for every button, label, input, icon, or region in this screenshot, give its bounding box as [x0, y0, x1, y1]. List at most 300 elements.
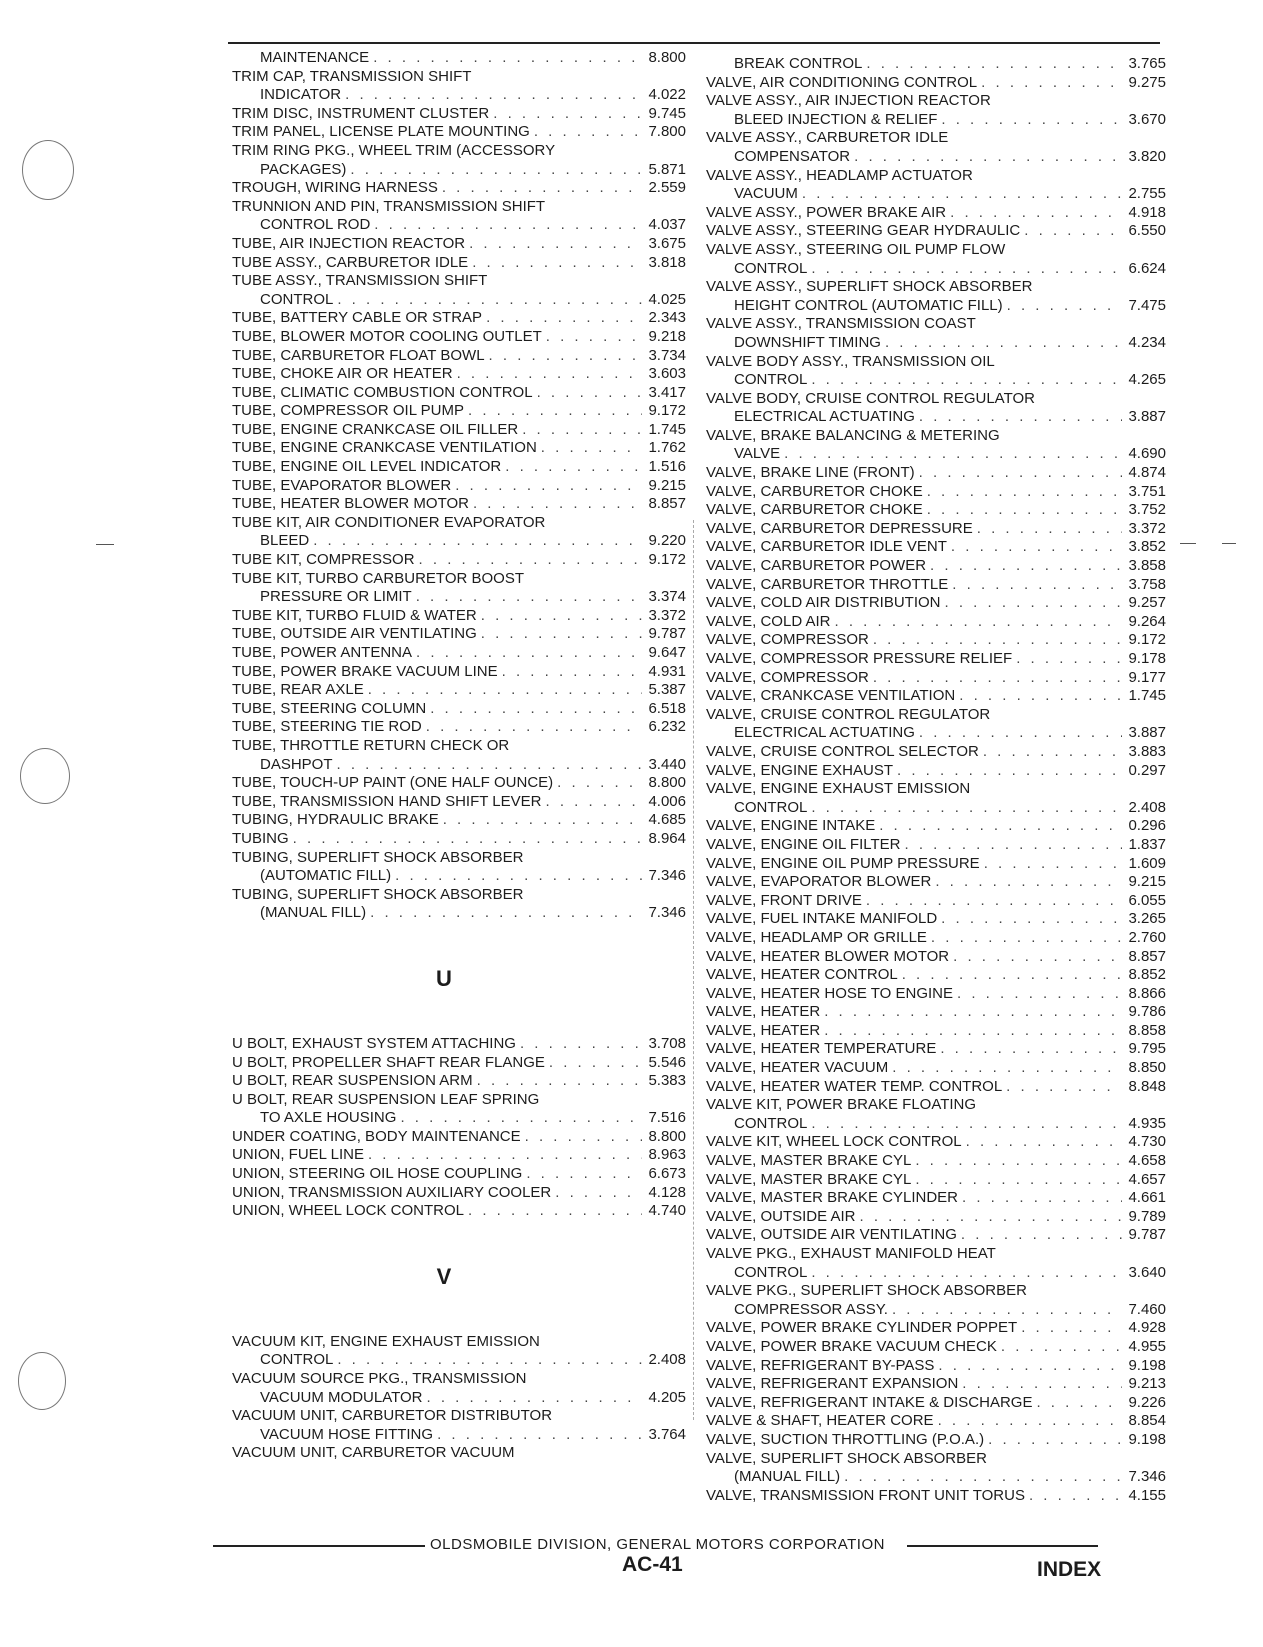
entry-page-ref: 9.795	[1128, 1040, 1166, 1058]
index-entry	[706, 724, 1166, 743]
index-entry-heading: VALVE, SUPERLIFT SHOCK ABSORBER	[706, 1449, 987, 1467]
index-entry	[706, 1264, 1166, 1283]
entry-title: VALVE, CARBURETOR THROTTLE	[706, 575, 949, 593]
entry-title: VALVE, SUCTION THROTTLING (P.O.A.)	[706, 1430, 985, 1448]
entry-title: VALVE, EVAPORATOR BLOWER	[706, 873, 932, 891]
index-entry	[232, 123, 686, 142]
dot-leader	[350, 161, 642, 180]
scan-mark	[1222, 543, 1236, 544]
entry-title: VALVE, COMPRESSOR PRESSURE RELIEF	[706, 650, 1013, 667]
dot-leader	[919, 408, 1123, 427]
entry-title: VALVE, HEATER HOSE TO ENGINE	[706, 984, 954, 1002]
entry-page-ref: 6.055	[1128, 891, 1166, 909]
index-entry-heading: VALVE, CRUISE CONTROL REGULATOR	[706, 705, 991, 723]
entry-page-ref: 4.022	[648, 86, 686, 104]
entry-page-ref: 9.215	[648, 476, 686, 494]
entry-page-ref: 0.296	[1128, 817, 1166, 835]
page-number: AC-41	[622, 1553, 683, 1576]
index-entry	[706, 1189, 1166, 1208]
index-entry	[232, 830, 686, 849]
entry-page-ref: 1.609	[1128, 854, 1166, 872]
entry-page-ref: 3.752	[1128, 501, 1166, 519]
dot-leader	[931, 929, 1123, 948]
entry-page-ref: 7.800	[648, 123, 686, 141]
entry-page-ref: 7.460	[1128, 1300, 1166, 1318]
entry-page-ref: 9.257	[1128, 594, 1166, 612]
index-entry-heading: VACUUM KIT, ENGINE EXHAUST EMISSION	[232, 1332, 540, 1350]
index-entry	[706, 1468, 1166, 1487]
entry-title: (MANUAL FILL)	[260, 904, 367, 922]
index-entry	[706, 557, 1166, 576]
entry-title: CONTROL	[260, 290, 334, 308]
index-entry	[232, 904, 686, 923]
dot-leader	[983, 743, 1123, 762]
dot-leader	[337, 1351, 642, 1370]
index-entry-heading: U BOLT, REAR SUSPENSION LEAF SPRING	[232, 1090, 540, 1108]
entry-page-ref: 4.661	[1128, 1189, 1166, 1207]
entry-page-ref: 8.964	[648, 829, 686, 847]
entry-title: VALVE, COMPRESSOR	[706, 668, 869, 686]
entry-page-ref: 6.518	[648, 699, 686, 717]
index-entry	[706, 799, 1166, 818]
binder-hole-middle	[20, 748, 70, 804]
entry-title: TUBE, TOUCH-UP PAINT (ONE HALF OUNCE)	[232, 774, 554, 792]
dot-leader	[905, 836, 1123, 855]
entry-page-ref: 1.745	[1128, 687, 1166, 705]
dot-leader	[457, 365, 643, 384]
entry-page-ref: 2.408	[648, 1351, 686, 1369]
entry-page-ref: 8.800	[648, 774, 686, 792]
entry-title: TUBE, CLIMATIC COMBUSTION CONTROL	[232, 383, 533, 401]
index-entry	[706, 687, 1166, 706]
entry-title: VALVE, REFRIGERANT BY-PASS	[706, 1356, 935, 1374]
dot-leader	[481, 607, 643, 626]
index-entry	[232, 365, 686, 384]
dot-leader	[927, 501, 1123, 520]
index-entry	[706, 1487, 1166, 1506]
dot-leader	[337, 756, 643, 775]
dot-leader	[935, 873, 1122, 892]
dot-leader	[368, 681, 643, 700]
entry-page-ref: 9.220	[648, 532, 686, 550]
entry-title: VALVE, HEATER BLOWER MOTOR	[706, 947, 950, 965]
index-entry	[232, 347, 686, 366]
dot-leader	[502, 663, 643, 682]
entry-title: VALVE, HEATER	[706, 1003, 821, 1021]
entry-page-ref: 1.837	[1128, 835, 1166, 853]
index-entry-heading: TUBE ASSY., TRANSMISSION SHIFT	[232, 272, 488, 290]
entry-title: TUBE, POWER BRAKE VACUUM LINE	[232, 662, 498, 680]
dot-leader	[945, 594, 1123, 613]
entry-page-ref: 3.820	[1128, 147, 1166, 165]
dot-leader	[835, 613, 1123, 632]
index-entry	[706, 260, 1166, 279]
dot-leader	[419, 551, 643, 570]
entry-title: TUBE, REAR AXLE	[232, 681, 364, 699]
dot-leader	[811, 1264, 1122, 1283]
index-entry-heading: VALVE ASSY., SUPERLIFT SHOCK ABSORBER	[706, 278, 1033, 296]
entry-page-ref: 3.887	[1128, 724, 1166, 742]
dot-leader	[437, 1426, 642, 1445]
entry-title: U BOLT, EXHAUST SYSTEM ATTACHING	[232, 1034, 516, 1052]
dot-leader	[977, 520, 1123, 539]
dot-leader	[373, 49, 642, 68]
dot-leader	[426, 718, 643, 737]
dot-leader	[481, 625, 643, 644]
index-entry	[706, 1059, 1166, 1078]
index-entry-heading: VALVE ASSY., TRANSMISSION COAST	[706, 315, 976, 333]
dot-leader	[897, 762, 1122, 781]
dot-leader	[951, 538, 1123, 557]
entry-title: VALVE, MASTER BRAKE CYL	[706, 1170, 912, 1188]
index-entry	[232, 644, 686, 663]
index-entry	[232, 309, 686, 328]
index-entry	[706, 929, 1166, 948]
footer-rule-right	[907, 1545, 1098, 1547]
index-entry	[706, 762, 1166, 781]
entry-page-ref: 8.963	[648, 1146, 686, 1164]
entry-title: TUBING, HYDRAULIC BRAKE	[232, 811, 439, 829]
index-entry	[232, 1109, 686, 1128]
dot-leader	[854, 148, 1122, 167]
dot-leader	[938, 1357, 1122, 1376]
dot-leader	[555, 1184, 642, 1203]
index-entry	[232, 439, 686, 458]
index-entry	[232, 774, 686, 793]
entry-page-ref: 3.883	[1128, 742, 1166, 760]
entry-title: (MANUAL FILL)	[734, 1468, 841, 1486]
dot-leader	[473, 495, 642, 514]
entry-title: TUBE, TRANSMISSION HAND SHIFT LEVER	[232, 792, 542, 810]
dot-leader	[443, 811, 643, 830]
entry-title: U BOLT, PROPELLER SHAFT REAR FLANGE	[232, 1053, 545, 1071]
dot-leader	[489, 347, 643, 366]
entry-title: VALVE, ENGINE INTAKE	[706, 817, 876, 835]
index-entry	[232, 1146, 686, 1165]
index-entry	[232, 216, 686, 235]
index-entry-heading: TRIM CAP, TRANSMISSION SHIFT	[232, 67, 472, 85]
index-entry	[232, 1426, 686, 1445]
dot-leader	[930, 557, 1122, 576]
dot-leader	[537, 384, 643, 403]
index-entry	[232, 718, 686, 737]
entry-page-ref: 3.764	[648, 1425, 686, 1443]
index-entry	[706, 1431, 1166, 1450]
index-entry	[706, 222, 1166, 241]
entry-title: ELECTRICAL ACTUATING	[734, 408, 915, 426]
dot-leader	[505, 458, 642, 477]
entry-page-ref: 5.387	[648, 681, 686, 699]
entry-page-ref: 5.383	[648, 1072, 686, 1090]
index-entry-heading: TUBE KIT, AIR CONDITIONER EVAPORATOR	[232, 513, 546, 531]
entry-page-ref: 4.690	[1128, 445, 1166, 463]
entry-page-ref: 3.603	[648, 365, 686, 383]
index-entry	[706, 1133, 1166, 1152]
index-entry	[706, 892, 1166, 911]
entry-page-ref: 4.657	[1128, 1170, 1166, 1188]
index-entry	[232, 235, 686, 254]
entry-title: CONTROL ROD	[260, 216, 371, 234]
index-entry	[232, 384, 686, 403]
section-letter: U	[436, 965, 452, 991]
dot-leader	[337, 291, 642, 310]
index-entry-heading: VACUUM UNIT, CARBURETOR VACUUM	[232, 1444, 515, 1462]
dot-leader	[313, 532, 642, 551]
entry-title: VACUUM MODULATOR	[260, 1388, 423, 1406]
entry-page-ref: 6.673	[648, 1165, 686, 1183]
dot-leader	[534, 123, 643, 142]
entry-page-ref: 4.658	[1128, 1152, 1166, 1170]
index-entry	[232, 1072, 686, 1091]
dot-leader	[873, 631, 1123, 650]
index-entry	[232, 328, 686, 347]
dot-leader	[961, 1226, 1123, 1245]
entry-page-ref: 3.852	[1128, 538, 1166, 556]
entry-title: VALVE, HEATER WATER TEMP. CONTROL	[706, 1077, 1003, 1095]
index-entry	[232, 458, 686, 477]
entry-page-ref: 3.640	[1128, 1263, 1166, 1281]
dot-leader	[1016, 650, 1122, 669]
index-entry	[706, 594, 1166, 613]
entry-title: VALVE, ENGINE OIL PUMP PRESSURE	[706, 854, 980, 872]
dot-leader	[784, 445, 1122, 464]
dot-leader	[468, 1202, 642, 1221]
entry-page-ref: 9.213	[1128, 1375, 1166, 1393]
entry-page-ref: 9.647	[648, 644, 686, 661]
index-entry	[706, 148, 1166, 167]
entry-title: TO AXLE HOUSING	[260, 1109, 397, 1127]
entry-page-ref: 3.374	[648, 588, 686, 606]
index-entry	[232, 1202, 686, 1221]
entry-title: TUBE, CHOKE AIR OR HEATER	[232, 365, 453, 383]
entry-title: CONTROL	[734, 371, 808, 389]
index-entry	[706, 576, 1166, 595]
entry-page-ref: 8.857	[1128, 947, 1166, 965]
entry-page-ref: 9.275	[1128, 73, 1166, 91]
index-entry	[706, 1040, 1166, 1059]
index-entry	[232, 161, 686, 180]
dot-leader	[892, 1059, 1122, 1078]
entry-title: HEIGHT CONTROL (AUTOMATIC FILL)	[734, 296, 1003, 314]
index-entry	[232, 86, 686, 105]
entry-page-ref: 8.866	[1128, 984, 1166, 1002]
index-entry	[706, 966, 1166, 985]
dot-leader	[486, 309, 642, 328]
entry-page-ref: 8.854	[1128, 1412, 1166, 1430]
entry-title: TUBE, AIR INJECTION REACTOR	[232, 234, 466, 252]
entry-page-ref: 5.546	[648, 1053, 686, 1071]
entry-title: TUBE, OUTSIDE AIR VENTILATING	[232, 625, 477, 643]
index-entry	[706, 55, 1166, 74]
dot-leader	[811, 260, 1122, 279]
entry-title: BLEED INJECTION & RELIEF	[734, 110, 938, 128]
entry-page-ref: 4.874	[1128, 464, 1166, 482]
index-entry	[706, 538, 1166, 557]
entry-title: PRESSURE OR LIMIT	[260, 588, 412, 606]
index-entry	[706, 817, 1166, 836]
entry-title: TUBING	[232, 829, 289, 847]
entry-title: TUBE KIT, TURBO FLUID & WATER	[232, 606, 477, 624]
index-entry	[706, 483, 1166, 502]
dot-leader	[866, 892, 1123, 911]
entry-page-ref: 4.205	[648, 1388, 686, 1406]
dot-leader	[957, 985, 1122, 1004]
entry-title: DOWNSHIFT TIMING	[734, 333, 881, 351]
entry-page-ref: 8.800	[648, 1127, 686, 1145]
entry-title: DASHPOT	[260, 755, 333, 773]
entry-title: CONTROL	[734, 1263, 808, 1281]
entry-title: VALVE, CRUISE CONTROL SELECTOR	[706, 742, 979, 760]
index-entry	[706, 111, 1166, 130]
dot-leader	[557, 774, 642, 793]
index-entry	[706, 297, 1166, 316]
index-entry-heading: TUBE KIT, TURBO CARBURETOR BOOST	[232, 569, 524, 587]
entry-title: VALVE, OUTSIDE AIR VENTILATING	[706, 1226, 957, 1244]
entry-page-ref: 3.372	[1128, 519, 1166, 537]
index-entry	[232, 291, 686, 310]
entry-page-ref: 3.858	[1128, 557, 1166, 575]
entry-page-ref: 7.346	[648, 867, 686, 885]
index-entry	[706, 873, 1166, 892]
dot-leader	[472, 254, 642, 273]
entry-page-ref: 4.918	[1128, 203, 1166, 221]
binder-hole-top	[22, 140, 74, 200]
entry-page-ref: 9.789	[1128, 1207, 1166, 1225]
entry-title: UNION, TRANSMISSION AUXILIARY COOLER	[232, 1183, 552, 1201]
entry-title: VALVE, TRANSMISSION FRONT UNIT TORUS	[706, 1486, 1025, 1504]
index-entry	[706, 948, 1166, 967]
index-entry-heading: VALVE ASSY., HEADLAMP ACTUATOR	[706, 166, 973, 184]
entry-page-ref: 8.800	[648, 49, 686, 66]
entry-page-ref: 9.177	[1128, 668, 1166, 686]
dot-leader	[988, 1431, 1122, 1450]
entry-title: PACKAGES)	[260, 160, 347, 178]
entry-title: VALVE, MASTER BRAKE CYL	[706, 1152, 912, 1170]
entry-title: TUBE, BATTERY CABLE OR STRAP	[232, 309, 483, 327]
entry-page-ref: 4.928	[1128, 1319, 1166, 1337]
index-entry	[232, 1389, 686, 1408]
entry-page-ref: 4.155	[1128, 1486, 1166, 1504]
entry-title: VALVE, CARBURETOR IDLE VENT	[706, 538, 947, 556]
index-entry	[706, 501, 1166, 520]
entry-title: VALVE, HEADLAMP OR GRILLE	[706, 928, 927, 946]
dot-leader	[1001, 1338, 1123, 1357]
index-entry	[706, 836, 1166, 855]
entry-title: VALVE, HEATER CONTROL	[706, 966, 898, 984]
index-entry	[232, 1351, 686, 1370]
entry-title: TUBE, ENGINE CRANKCASE OIL FILLER	[232, 420, 519, 438]
entry-page-ref: 9.215	[1128, 873, 1166, 891]
scan-mark	[1180, 543, 1196, 544]
dot-leader	[526, 1165, 642, 1184]
dot-leader	[430, 700, 642, 719]
entry-page-ref: 6.624	[1128, 259, 1166, 277]
entry-title: INDICATOR	[260, 86, 342, 104]
entry-title: VALVE, REFRIGERANT INTAKE & DISCHARGE	[706, 1393, 1033, 1411]
dot-leader	[927, 483, 1123, 502]
entry-title: (AUTOMATIC FILL)	[260, 867, 392, 885]
index-entry	[232, 625, 686, 644]
dot-leader	[455, 477, 642, 496]
entry-title: VALVE KIT, WHEEL LOCK CONTROL	[706, 1133, 962, 1151]
dot-leader	[293, 830, 643, 849]
index-entry	[232, 495, 686, 514]
entry-page-ref: 4.037	[648, 216, 686, 234]
index-entry	[706, 1152, 1166, 1171]
entry-title: VALVE, AIR CONDITIONING CONTROL	[706, 73, 978, 91]
dot-leader	[468, 402, 642, 421]
dot-leader	[546, 328, 643, 347]
index-entry	[706, 1208, 1166, 1227]
entry-page-ref: 1.516	[648, 458, 686, 476]
entry-title: VALVE, CARBURETOR CHOKE	[706, 501, 923, 519]
entry-title: COMPRESSOR ASSY.	[734, 1300, 888, 1318]
entry-page-ref: 4.265	[1128, 371, 1166, 389]
dot-leader	[427, 1389, 643, 1408]
entry-title: VALVE, HEATER	[706, 1021, 821, 1039]
entry-title: VALVE, POWER BRAKE VACUUM CHECK	[706, 1337, 997, 1355]
dot-leader	[919, 724, 1123, 743]
entry-title: TRIM DISC, INSTRUMENT CLUSTER	[232, 104, 490, 122]
entry-title: VALVE, CARBURETOR DEPRESSURE	[706, 519, 973, 537]
dot-leader	[1007, 297, 1123, 316]
entry-title: VALVE, HEATER TEMPERATURE	[706, 1040, 937, 1058]
index-entry-heading: TUBING, SUPERLIFT SHOCK ABSORBER	[232, 848, 524, 866]
entry-title: TUBE ASSY., CARBURETOR IDLE	[232, 253, 469, 271]
dot-leader	[950, 204, 1122, 223]
dot-leader	[941, 910, 1122, 929]
entry-page-ref: 9.172	[648, 402, 686, 420]
dot-leader	[345, 86, 642, 105]
dot-leader	[824, 1022, 1122, 1041]
entry-page-ref: 9.264	[1128, 612, 1166, 630]
entry-title: BREAK CONTROL	[734, 55, 863, 72]
entry-page-ref: 3.887	[1128, 408, 1166, 426]
index-entry	[706, 1412, 1166, 1431]
dot-leader	[966, 1133, 1123, 1152]
dot-leader	[879, 817, 1122, 836]
dot-leader	[984, 855, 1123, 874]
entry-page-ref: 3.265	[1128, 910, 1166, 928]
dot-leader	[802, 185, 1123, 204]
entry-title: TUBE, ENGINE CRANKCASE VENTILATION	[232, 439, 537, 457]
dot-leader	[1029, 1487, 1123, 1506]
entry-page-ref: 1.762	[648, 439, 686, 457]
entry-page-ref: 4.740	[648, 1202, 686, 1220]
entry-title: VACUUM	[734, 185, 798, 203]
index-entry-heading: TRUNNION AND PIN, TRANSMISSION SHIFT	[232, 197, 546, 215]
dot-leader	[981, 74, 1122, 93]
dot-leader	[1024, 222, 1122, 241]
index-entry	[706, 1301, 1166, 1320]
entry-page-ref: 2.559	[648, 179, 686, 197]
dot-leader	[885, 334, 1123, 353]
entry-page-ref: 9.218	[648, 327, 686, 345]
entry-page-ref: 2.760	[1128, 928, 1166, 946]
dot-leader	[469, 235, 642, 254]
entry-title: TUBE KIT, COMPRESSOR	[232, 551, 415, 569]
index-entry-heading: VACUUM UNIT, CARBURETOR DISTRIBUTOR	[232, 1407, 553, 1425]
dot-leader	[368, 1146, 642, 1165]
dot-leader	[416, 588, 643, 607]
entry-title: TUBE, CARBURETOR FLOAT BOWL	[232, 346, 485, 364]
index-entry	[232, 551, 686, 570]
entry-title: VALVE	[734, 445, 781, 463]
index-entry-heading: VALVE, BRAKE BALANCING & METERING	[706, 426, 1000, 444]
entry-title: VALVE, MASTER BRAKE CYLINDER	[706, 1189, 959, 1207]
index-entry	[232, 700, 686, 719]
entry-title: MAINTENANCE	[260, 49, 370, 66]
